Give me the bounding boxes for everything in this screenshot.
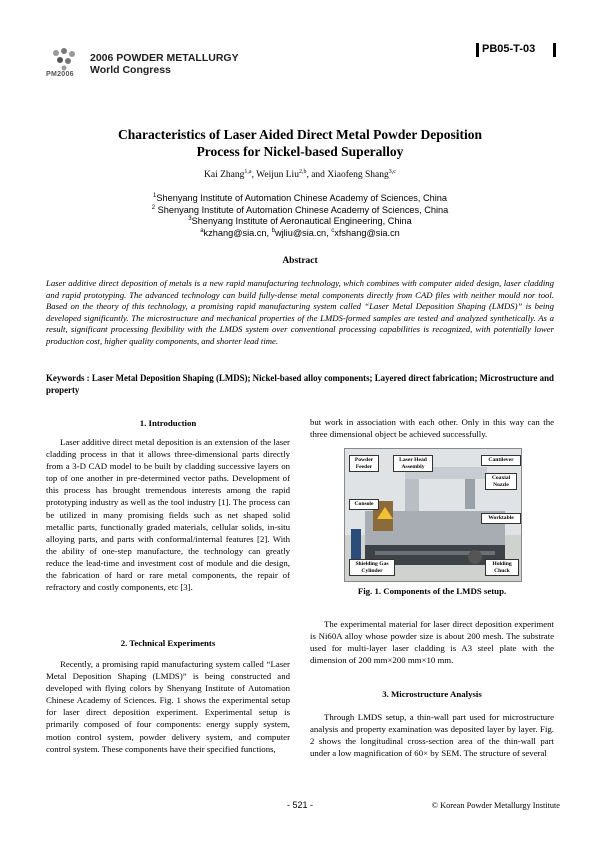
label-holding-chuck: Holding Chuck — [485, 559, 519, 576]
affiliation-text: Shenyang Institute of Automation Chinese Academy of Sciences, China — [156, 193, 447, 203]
author-sup: 2,b — [298, 168, 307, 175]
paragraph: The experimental material for laser direct deposition experiment is Ni60A alloy whose powder size is about 200 mesh. The substrate used for multi-layer laser cladding is A3 steel plate with the dimension of 200 mm×200 mm×10 mm. — [310, 619, 554, 666]
email-link[interactable]: wjliu@sia.cn — [274, 227, 327, 238]
label-laser-head: Laser Head Assembly — [393, 455, 433, 472]
abstract-text: Laser additive direct deposition of metals is a new rapid manufacturing technology, which combines with computer aided design, laser cladding and rapid prototyping. The advanced technology can build fully-dense metal components directly from CAD files with neither mould nor tool. Based on the theory of this technology, a promising rapid manufacturing system called “Laser Metal Deposition Shaping (LMDS)” is being developed significantly. The microstructure and mechanical properties of the LMDS-formed samples are tested and analyzed synthetically. As a result, significant processing flexibility with the LMDS system over conventional processing capabilities is recognized, with potentially lower production cost, higher quality components, and shorter lead time. — [46, 278, 554, 346]
author-sup: 1,a — [244, 168, 252, 175]
page-number: - 521 - — [286, 800, 313, 810]
label-console: Console — [349, 499, 379, 510]
keywords: Keywords : Laser Metal Deposition Shaping (LMDS); Nickel-based alloy components; Layered direct fabrication; Microstructure and property — [46, 373, 554, 395]
email-line: $^a$kzhang@sia.cn, $^b$wjliu@sia.cn, $^c$xfshang@sia.cn — [200, 227, 400, 238]
label-worktable: Worktable — [481, 513, 521, 524]
conference-line-2: World Congress — [90, 64, 171, 76]
conference-line-1: 2006 POWDER METALLURGY — [90, 52, 239, 64]
affiliation-line — [60, 193, 540, 205]
author-name: Kai Zhang — [204, 170, 245, 180]
abstract-heading: Abstract — [282, 256, 318, 266]
code-bar-right — [553, 43, 556, 57]
affiliation-line — [60, 216, 540, 228]
section-heading-microstructure: 3. Microstructure Analysis — [382, 689, 482, 699]
figure-1-caption: Fig. 1. Components of the LMDS setup. — [357, 586, 507, 596]
affiliation-text: Shenyang Institute of Aeronautical Engineering, China — [191, 216, 412, 227]
paper-code: PB05-T-03 — [482, 43, 536, 55]
paragraph: Through LMDS setup, a thin-wall part used for microstructure analysis and property examination was deposited layer by layer. Fig. 2 shows the longitudinal cross-section area of the thin-wall part under a low magnification of 60× by SEM. The structure of several — [310, 712, 554, 759]
technical-body — [46, 658, 290, 755]
author-name: Weijun Liu — [256, 170, 299, 180]
conference-name — [90, 52, 239, 76]
label-shielding-gas: Shielding Gas Cylinder — [349, 559, 395, 576]
affiliation-sup: 3 — [188, 216, 192, 223]
label-cantilever: Cantilever — [481, 455, 521, 466]
material-body — [310, 618, 554, 666]
paragraph: Laser additive direct metal deposition is an extension of the laser cladding process in that it allows three-dimensional parts directly from a 3-D CAD model to be built by cladding successive layers on top of one another in pre-determined vector paths. Development of this process has brought tremendous interests among the rapid prototyping industry as well as the tool industry [1]. The process can be utilized in many promising fields such as net shaped solid metallic parts, functionally graded materials, cellular solids, in-situ alloying parts, and parts with conformal/internal features [2]. With the ability of one-step manufacture, the technology can greatly reduce the lead-time and investment cost of module and die design, the fabrication of hard or rare metal components, the repair of refractory and costly components, etc [3]. — [46, 437, 290, 593]
section-heading-technical: 2. Technical Experiments — [120, 638, 216, 648]
copyright-notice: © Korean Powder Metallurgy Institute — [431, 801, 560, 810]
logo-text: PM2006 — [46, 71, 74, 78]
introduction-body — [46, 436, 290, 593]
title-line-2: Process for Nickel-based Superalloy — [196, 144, 404, 159]
author-name: Xiaofeng Shang — [327, 170, 389, 180]
section-heading-introduction: 1. Introduction — [139, 418, 197, 428]
label-powder-feeder: Powder Feeder — [349, 455, 379, 472]
technical-continued — [310, 416, 554, 440]
email-link[interactable]: kzhang@sia.cn — [203, 227, 267, 238]
label-coaxial-nozzle: Coaxial Nozzle — [485, 473, 517, 490]
affiliation-text: Shenyang Institute of Automation Chinese Academy of Sciences, China — [157, 204, 449, 215]
affiliation-sup: 1 — [153, 192, 157, 199]
email-sup: b — [271, 227, 275, 234]
email-sup: c — [331, 227, 335, 234]
author-separator: , and — [306, 170, 328, 180]
figure-1-lmds-setup — [344, 448, 522, 582]
author-list — [60, 170, 540, 180]
affiliation-sup: 2 — [151, 204, 156, 211]
title-line-1: Characteristics of Laser Aided Direct Metal Powder Deposition — [117, 127, 483, 142]
microstructure-body — [310, 711, 554, 759]
email-link[interactable]: xfshang@sia.cn — [334, 227, 400, 238]
affiliations — [60, 193, 540, 239]
code-bar-left — [476, 43, 479, 57]
author-separator: , — [251, 170, 257, 180]
paragraph: but work in association with each other. Only in this way can the three dimensional object be achieved successfully. — [310, 417, 554, 440]
affiliation-line — [60, 205, 540, 217]
paper-title — [60, 126, 540, 160]
email-sup: a — [200, 227, 204, 234]
author-sup: 3,c — [388, 168, 396, 175]
paragraph: Recently, a promising rapid manufacturing system called “Laser Metal Deposition Shaping (LMDS)” is being constructed and developed with flying colors by Shenyang Institute of Automation Chinese Academy of Sciences. Fig. 1 shows the experimental setup for laser direct deposition experiment. Experimental setup is primarily composed of four components: energy supply system, motion control system, powder delivery system, and computer control system. These components have their specified functions, — [46, 659, 290, 754]
